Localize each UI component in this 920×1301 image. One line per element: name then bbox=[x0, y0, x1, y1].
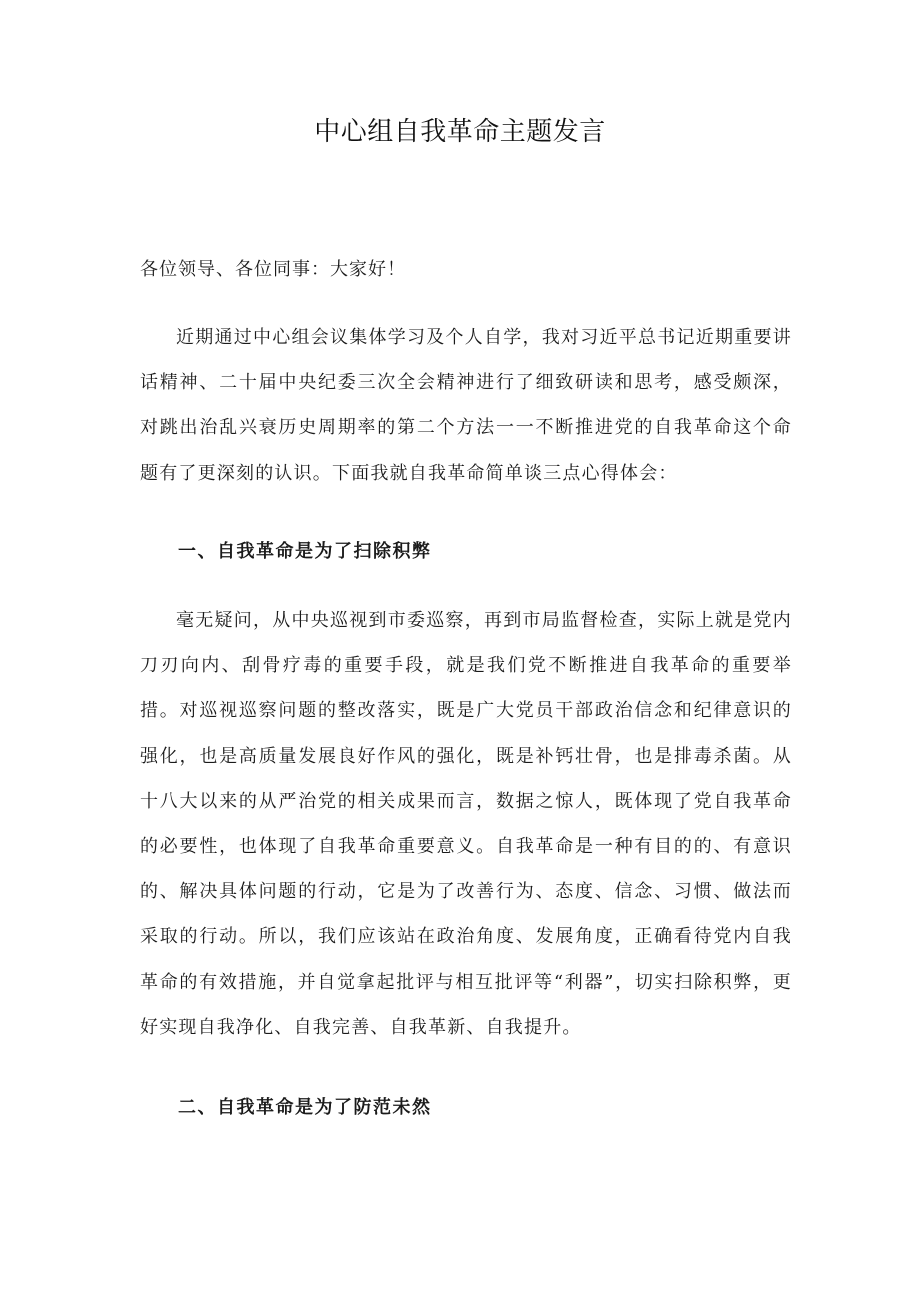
section-heading-2: 二、自我革命是为了防范未然 bbox=[178, 1097, 432, 1118]
document-title: 中心组自我革命主题发言 bbox=[314, 117, 606, 147]
body-paragraph-section-1: 毫无疑问，从中央巡视到市委巡察，再到市局监督检查，实际上就是党内刀刃向内、刮骨疗毒的重要手段，就是我们党不断推进自我革命的重要举措。对巡视巡察问题的整改落实，既是广大党员干部政治信念和纪律意识的强化，也是高质量发展良好作风的强化，既是补钙壮骨，也是排毒杀菌。从十八大以来的从严治党的相关成果而言，数据之惊人，既体现了党自我革命的必要性，也体现了自我革命重要意义。自我革命是一种有目的的、有意识的、解决具体问题的行动，它是为了改善行为、态度、信念、习惯、做法而采取的行动。所以，我们应该站在政治角度、发展角度，正确看待党内自我革命的有效措施，并自觉拿起批评与相互批评等“利器”，切实扫除积弊，更好实现自我净化、自我完善、自我革新、自我提升。 bbox=[140, 610, 792, 1038]
greeting-line: 各位领导、各位同事：大家好！ bbox=[140, 259, 406, 280]
body-paragraph-intro: 近期通过中心组会议集体学习及个人自学，我对习近平总书记近期重要讲话精神、二十届中央纪委三次全会精神进行了细致研读和思考，感受颇深，对跳出治乱兴衰历史周期率的第二个方法一一不断推进党的自我革命这个命题有了更深刻的认识。下面我就自我革命简单谈三点心得体会： bbox=[140, 327, 792, 484]
section-heading-1: 一、自我革命是为了扫除积弊 bbox=[178, 541, 432, 562]
